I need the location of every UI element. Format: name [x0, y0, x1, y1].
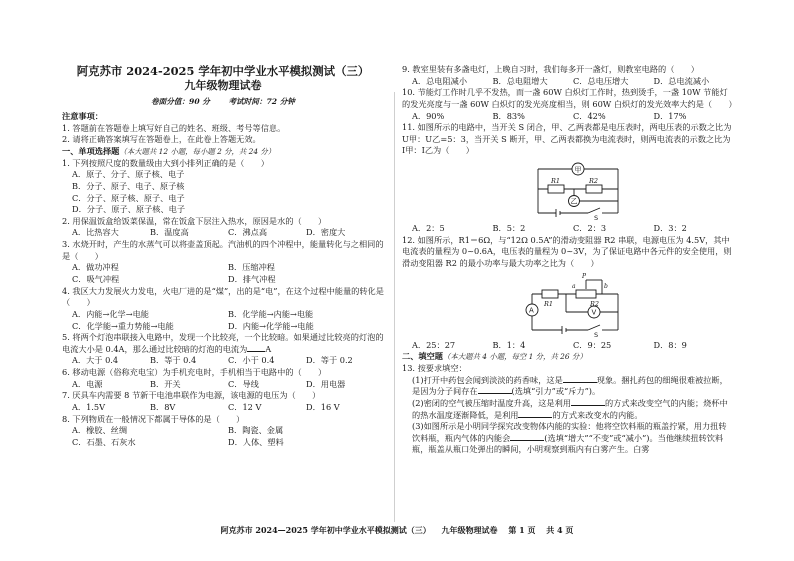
question-7: 7. 厌具车内需要 8 节新干电池串联作为电源，该电源的电压为（ ） — [62, 390, 321, 401]
option: B．83% — [492, 110, 525, 121]
option: C．12 V — [228, 402, 262, 413]
option: C．42% — [573, 110, 606, 121]
answer-blank — [247, 344, 265, 352]
option: B．陶瓷、金属 — [228, 425, 284, 436]
question-2: 2. 用保温饭盒给饭菜保温，常在饭盒下层注入热水，原因是水的（ ） — [62, 215, 327, 226]
score-info: 卷面分值：90 分 — [151, 97, 210, 107]
answer-blank — [518, 410, 552, 418]
footer-title: 阿克苏市 2024—2025 学年初中学业水平模拟测试（三） — [220, 525, 431, 535]
options-row — [402, 223, 734, 235]
switch-label: S — [594, 214, 599, 222]
option: C．吸气冲程 — [72, 273, 120, 284]
option: B．化学能→内能→电能 — [228, 308, 314, 319]
exam-title: 阿克苏市 2024-2025 学年初中学业水平模拟测试（三） — [76, 64, 370, 78]
column-divider — [394, 92, 395, 522]
circuit-q11-svg — [530, 159, 626, 221]
option: D．分子、原子、原子核、电子 — [72, 204, 186, 215]
question-13-part-1: (1)打开中药包会闻到淡淡的药香味，这是 现象。捆扎药包的细绳很难被拉断，是因为分子间存在 (选填“引力”或“斥力”)。 — [412, 374, 728, 397]
option: B．5：2 — [492, 223, 526, 234]
answer-blank — [563, 375, 597, 383]
option: B．温度高 — [150, 227, 189, 238]
option: D．17% — [653, 110, 687, 121]
switch-label: S — [594, 330, 599, 338]
option: B．总电阻增大 — [492, 75, 548, 86]
question-1: 1. 下列按照尺度的数量级由大到小排列正确的是（ ） — [62, 157, 269, 168]
question-12: 12. 如图所示，R1＝6Ω，与“12Ω 0.5A”的滑动变阻器 R2 串联，电源电压为 4.5V，其中电流表的量程为 0~0.6A，电压表的量程为 0~3V，为了保证电路中各元件的安全使用，则滑动变阻器 R2 的最小功率与最大功率之比为（ ） — [402, 234, 732, 269]
options-row — [62, 262, 384, 274]
option: B．1：4 — [492, 339, 526, 350]
terminal-a-label: a — [572, 282, 576, 290]
option: C．2：3 — [573, 223, 607, 234]
meter-jia-label: 甲 — [574, 166, 582, 175]
question-6: 6. 移动电源（俗称充电宝）为手机充电时，手机相当于电路中的（ ） — [62, 367, 327, 378]
option: A．90% — [412, 110, 445, 121]
voltmeter-label: V — [591, 308, 597, 317]
option: A．做功冲程 — [72, 262, 119, 273]
option: C．总电压增大 — [573, 75, 629, 86]
option: A．总电阻减小 — [412, 75, 468, 86]
notice-heading: 注意事项： — [62, 111, 103, 122]
question-4: 4. 我区大力发展火力发电，火电厂进的是“煤”，出的是“电”，在这个过程中能量的转化是（ ） — [62, 285, 384, 308]
option: D．等于 0.2 — [306, 355, 353, 366]
option: A．25：27 — [412, 339, 456, 350]
option: B．8V — [150, 402, 176, 413]
question-5: 5. 将两个灯泡串联接入电路中，发现一个比较亮，一个比较暗。如果通过比较亮的灯泡的电流大小是 0.4A，那么通过比较暗的灯泡的电流为 A — [62, 332, 384, 354]
option: D．人体、塑料 — [228, 436, 284, 447]
option: D．排气冲程 — [228, 273, 276, 284]
r1-label: R1 — [551, 177, 561, 186]
exam-subtitle: 九年级物理试卷 — [184, 79, 262, 93]
question-3: 3. 水烧开时，产生的水蒸气可以将壶盖顶起。汽油机的四个冲程中，能量转化与之相同的是（ ） — [62, 239, 384, 261]
option: C．石墨、石灰水 — [72, 436, 136, 447]
option: A．内能→化学→电能 — [72, 308, 149, 319]
right-column — [402, 64, 737, 456]
footer-paper: 九年级物理试卷 — [441, 525, 498, 535]
option: D．用电器 — [306, 378, 346, 389]
options-row — [62, 402, 384, 414]
footer-total: 共 4 页 — [546, 525, 574, 535]
option: C．导线 — [228, 378, 259, 389]
answer-blank — [571, 398, 605, 406]
option: A．比热容大 — [72, 227, 119, 238]
option: A．2：5 — [412, 223, 445, 234]
circuit-diagram-q11 — [530, 159, 626, 221]
option: C．9：25 — [573, 339, 612, 350]
question-9: 9. 教室里装有多盏电灯，上晚自习时，我们每多开一盏灯，则教室电路的（ ） — [402, 64, 699, 74]
left-column — [62, 64, 384, 449]
circuit-diagram-q12 — [522, 272, 626, 338]
option: C．化学能→重力势能→电能 — [72, 320, 174, 331]
r2-label: R2 — [590, 299, 600, 308]
option: C．沸点高 — [228, 227, 268, 238]
options-row — [62, 227, 384, 239]
options-row — [402, 76, 734, 88]
circuit-q12-svg — [522, 272, 626, 338]
option: D．密度大 — [306, 227, 346, 238]
option: B．分子、原子、电子、原子核 — [72, 180, 185, 191]
ammeter-label: A — [529, 306, 534, 315]
question-13: 13. 按要求填空： — [402, 362, 467, 373]
question-10: 10. 节能灯工作时几乎不发热，而一盏 60W 白炽灯工作时，热到烫手，一盏 10W 节能灯的发光亮度与一盏 60W 白炽灯的发光亮度相当，则 60W 白炽灯的发光效率大约是（ ） — [402, 87, 737, 109]
option: D．16 V — [306, 402, 340, 413]
page-footer — [0, 525, 794, 536]
option: A．橡胶、丝绸 — [72, 425, 128, 436]
question-8: 8. 下列物质在一般情况下都属于导体的是（ ） — [62, 413, 245, 424]
option: D．3：2 — [653, 223, 687, 234]
option: B．等于 0.4 — [150, 355, 197, 366]
option: A．1.5V — [72, 402, 106, 413]
question-13-part-2: (2)密闭的空气被压缩时温度升高，这是利用 的方式来改变空气的内能；烧杯中的热水温度逐渐降低，是利用 的方式来改变水的内能。 — [412, 397, 728, 420]
option: C．小于 0.4 — [228, 355, 275, 366]
option: B．开关 — [150, 378, 181, 389]
question-13-part-3: (3)如图所示是小明同学探究改变物体内能的实验：他将空饮料瓶的瓶盖拧紧，用力扭转饮料瓶，瓶内气体的内能会 (选填“增大”“不变”或“减小”)。当他继续扭转饮料瓶，瓶盖从瓶口处弹出的瞬间，小明观察到瓶内有白雾产生。白雾 — [412, 421, 727, 455]
option: D．8：9 — [653, 339, 687, 350]
options-row — [62, 379, 384, 391]
options-row — [62, 274, 384, 286]
option: B．压缩冲程 — [228, 262, 275, 273]
option: D．内能→化学能→电能 — [228, 320, 314, 331]
options-row — [62, 309, 384, 321]
section-heading-choice: 一、单项选择题（本大题共 12 小题，每小题 2 分，共 24 分） — [62, 145, 276, 156]
exam-meta — [62, 97, 384, 108]
r1-label: R1 — [544, 299, 554, 308]
options-row — [402, 340, 734, 352]
answer-blank — [478, 386, 512, 394]
time-info: 考试时间：72 分钟 — [228, 97, 295, 107]
answer-blank — [510, 433, 544, 441]
options-row — [62, 321, 384, 333]
notice-item: 1. 答题前在答题卷上填写好自己的姓名、班级、考号等信息。 — [62, 122, 286, 133]
section-heading-fill: 二、填空题（本大题共 4 小题，每空 1 分，共 26 分） — [402, 351, 587, 362]
notice-item: 2. 请将正确答案填写在答题卷上，在此卷上答题无效。 — [62, 134, 261, 145]
option: A．原子、分子、原子核、电子 — [72, 169, 185, 180]
option: A．电源 — [72, 378, 103, 389]
options-row — [62, 355, 384, 367]
meter-yi-label: 乙 — [570, 197, 578, 206]
footer-page: 第 1 页 — [508, 525, 536, 535]
question-11: 11. 如图所示的电路中，当开关 S 闭合，甲、乙两表都是电压表时，两电压表的示数之比为 U甲：U乙=5：3，当开关 S 断开，甲、乙两表都换为电流表时，则两电流表的示数之比为 I甲：I乙为（ ） — [402, 122, 732, 156]
options-row — [62, 437, 384, 449]
option: A．大于 0.4 — [72, 355, 119, 366]
options-row — [62, 425, 384, 437]
option: C．分子、原子核、原子、电子 — [72, 192, 185, 203]
options-row — [402, 111, 734, 123]
option: D．总电流减小 — [653, 75, 710, 86]
terminal-b-label: b — [604, 282, 608, 290]
slider-p-label: P — [582, 272, 587, 280]
r2-label: R2 — [589, 177, 599, 186]
